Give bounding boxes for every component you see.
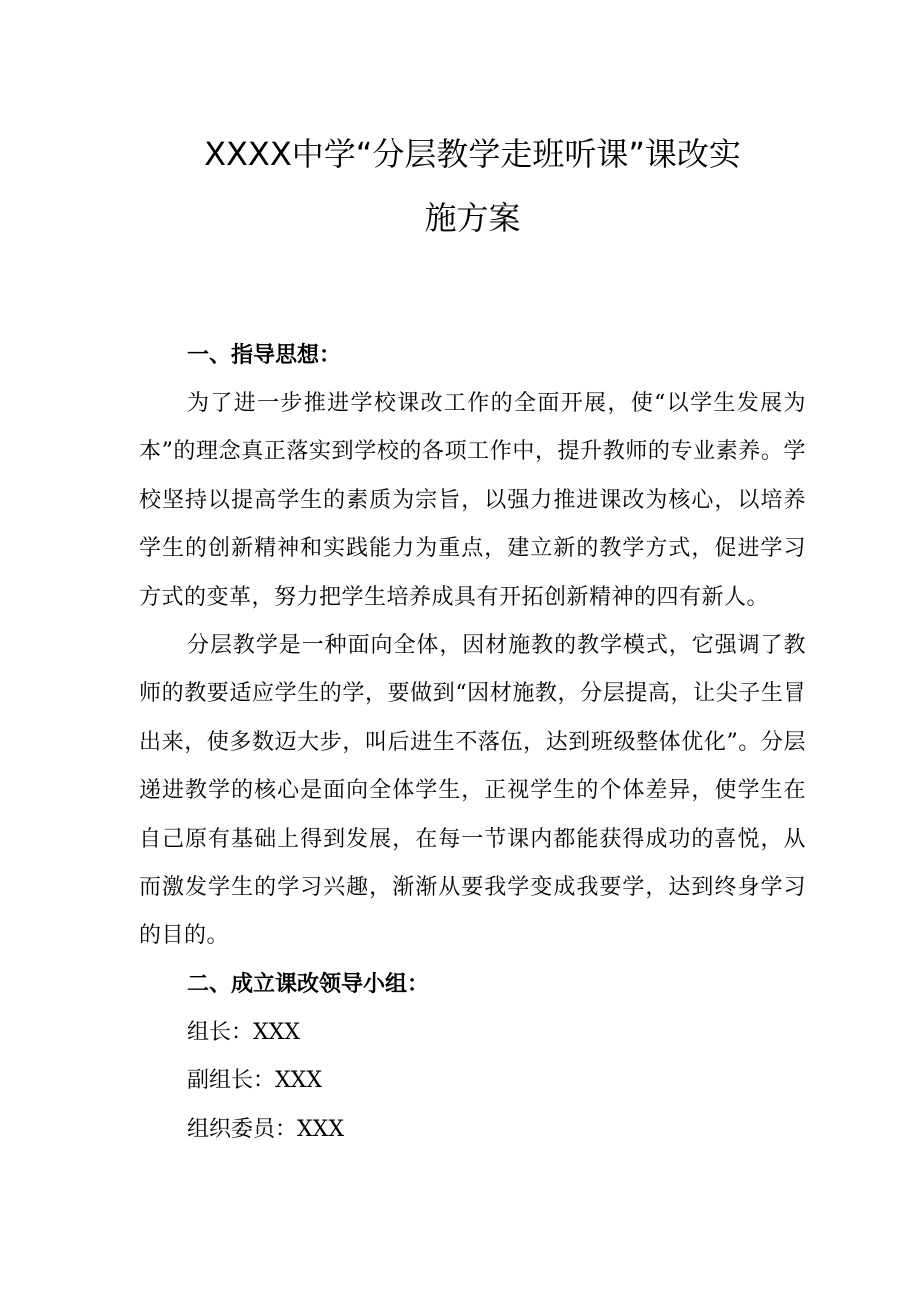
title-line-2: 施方案 xyxy=(424,199,521,237)
document-title xyxy=(139,0,806,250)
section-heading-guiding-ideology: 一、指导思想： xyxy=(187,343,342,368)
member-organizing-committee: 组织委员：XXX xyxy=(187,1116,344,1142)
paragraph-1: 为了进一步推进学校课改工作的全面开展，使“以学生发展为本”的理念真正落实到学校的各项工作中，提升教师的专业素养。学校坚持以提高学生的素质为宗旨，以强力推进课改为核心，以培养学生的创新精神和实践能力为重点，建立新的教学方式，促进学习方式的变革，努力把学生培养成具有开拓创新精神的四有新人。 xyxy=(139,391,806,610)
member-deputy-leader: 副组长：XXX xyxy=(187,1068,322,1094)
section-heading-leadership-group: 二、成立课改领导小组： xyxy=(187,971,430,997)
title-line-1: XXXX中学“分层教学走班听课”课改实 xyxy=(204,135,741,173)
paragraph-2: 分层教学是一种面向全体，因材施教的教学模式，它强调了教师的教要适应学生的学，要做到“因材施教，分层提高，让尖子生冒出来，使多数迈大步，叫后进生不落伍，达到班级整体优化”。分层递进教学的核心是面向全体学生，正视学生的个体差异，使学生在自己原有基础上得到发展，在每一节课内都能获得成功的喜悦，从而激发学生的学习兴趣，渐渐从要我学变成我要学，达到终身学习的目的。 xyxy=(139,633,806,949)
member-leader: 组长：XXX xyxy=(187,1019,300,1045)
